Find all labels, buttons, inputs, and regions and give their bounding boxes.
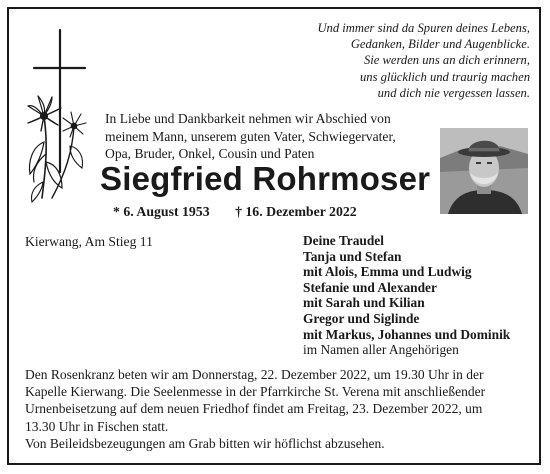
intro-line: meinem Mann, unserem guten Vater, Schwiegervater, — [105, 128, 396, 144]
intro-line: Opa, Bruder, Onkel, Cousin und Paten — [105, 146, 315, 162]
mourner-line: Stefanie und Alexander — [303, 279, 437, 295]
service-line: Von Beileidsbezeugungen am Grab bitten wir höflichst abzusehen. — [25, 435, 385, 451]
deceased-name: Siegfried Rohrmoser — [100, 160, 431, 197]
mourners-list — [303, 233, 510, 358]
death-date: † 16. Dezember 2022 — [235, 204, 357, 219]
mourner-line: mit Sarah und Kilian — [303, 295, 425, 311]
life-dates — [113, 204, 357, 220]
poem-line: uns glücklich und traurig machen — [360, 69, 530, 84]
portrait-photo — [440, 128, 528, 214]
birth-date: * 6. August 1953 — [113, 204, 210, 219]
mourner-line: Gregor und Siglinde — [303, 310, 420, 326]
poem-line: und dich nie vergessen lassen. — [377, 85, 530, 100]
service-line: 13.30 Uhr in Fischen statt. — [25, 418, 169, 434]
poem-line: Sie werden uns an dich erinnern, — [363, 53, 530, 68]
farewell-intro — [105, 110, 435, 163]
mourner-line: im Namen aller Angehörigen — [303, 342, 459, 358]
mourner-line: mit Alois, Emma und Ludwig — [303, 264, 472, 280]
service-line: Den Rosenkranz beten wir am Donnerstag, 22. Dezember 2022, um 19.30 Uhr in der — [25, 367, 484, 382]
cross-with-edelweiss-icon — [22, 22, 92, 222]
service-line: Urnenbeisetzung auf dem neuen Friedhof findet am Freitag, 23. Dezember 2022, um — [25, 401, 483, 417]
poem-line: Gedanken, Bilder und Augenblicke. — [350, 37, 530, 52]
poem-line: Und immer sind da Spuren deines Lebens, — [317, 21, 530, 35]
mourner-line: Tanja und Stefan — [303, 248, 402, 264]
residence-address: Kierwang, Am Stieg 11 — [25, 234, 153, 249]
mourner-line: Deine Traudel — [303, 233, 384, 248]
service-info — [25, 366, 535, 452]
mourner-line: mit Markus, Johannes und Dominik — [303, 326, 511, 342]
memorial-poem — [300, 20, 530, 101]
intro-line: In Liebe und Dankbarkeit nehmen wir Abschied von — [105, 111, 391, 126]
service-line: Kapelle Kierwang. Die Seelenmesse in der Pfarrkirche St. Verena mit anschließender — [25, 384, 486, 400]
